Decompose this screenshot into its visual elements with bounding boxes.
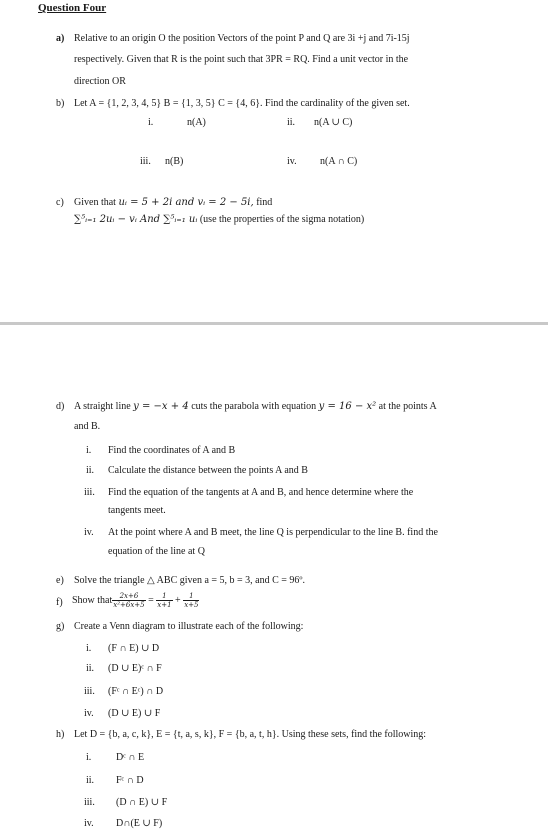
- qf-f1-num: 2x+6: [112, 592, 145, 601]
- qd-line2: and B.: [74, 421, 101, 432]
- qd-item-num: ii.: [86, 465, 95, 476]
- qh-item-num: ii.: [86, 775, 95, 786]
- qd-item-text: Calculate the distance between the points A and B: [108, 465, 308, 476]
- qd-text: A straight line: [74, 401, 134, 412]
- label-a: a): [56, 33, 65, 44]
- qa-line3: direction OR: [74, 76, 126, 87]
- label-e: e): [56, 575, 64, 586]
- qf-f1-den: x²+6x+5: [113, 601, 145, 609]
- qd-text: cuts the parabola with equation: [188, 401, 319, 412]
- qb-item-num: iv.: [287, 156, 297, 167]
- qb-item-text: n(A ∪ C): [314, 117, 353, 128]
- qb-item-num: iii.: [140, 156, 151, 167]
- qg-text: Create a Venn diagram to illustrate each of the following:: [74, 621, 304, 632]
- qf-fraction-3: [183, 592, 199, 609]
- qb-item-text: n(A ∩ C): [320, 156, 358, 167]
- qg-item-text: (D ∪ E)ᶜ ∩ F: [108, 663, 162, 674]
- label-g: g): [56, 621, 65, 632]
- qd-item-text: tangents meet.: [108, 505, 166, 516]
- question-title: Question Four: [38, 2, 107, 14]
- qa-line1: Relative to an origin O the position Vectors of the point P and Q are 3i +j and 7i-15j: [74, 33, 410, 44]
- qg-item-text: (D ∪ E) ∪ F: [108, 708, 161, 719]
- label-h: h): [56, 729, 65, 740]
- qd-text: at the points A: [376, 401, 437, 412]
- qh-item-text: Dᶜ ∩ E: [116, 752, 145, 763]
- qc-text-end: find: [253, 197, 273, 208]
- qd-item-num: iii.: [84, 487, 95, 498]
- qh-item-text: (D ∩ E) ∪ F: [116, 797, 168, 808]
- qe-text: Solve the triangle △ ABC given a = 5, b = 3, and C = 96º.: [74, 575, 306, 586]
- qd-item-text: Find the equation of the tangents at A and B, and hence determine where the: [108, 487, 414, 498]
- qg-item-text: (F ∩ E) ∪ D: [108, 643, 160, 654]
- qf-plus: +: [175, 595, 181, 606]
- qf-fraction-2: [156, 592, 172, 609]
- qh-item-text: Fᶜ ∩ D: [116, 775, 144, 786]
- qh-text: Let D = {b, a, c, k}, E = {t, a, s, k}, F = {b, a, t, h}. Using these sets, find the following:: [74, 729, 427, 740]
- qb-item-text: n(A): [187, 117, 206, 128]
- qb-item-text: n(B): [165, 156, 184, 167]
- qf-f2-den: x+1: [157, 601, 172, 609]
- qg-item-num: iv.: [84, 708, 94, 719]
- qb-item-num: i.: [148, 117, 154, 128]
- qd-math-parabola: y = 16 − x²: [318, 401, 377, 412]
- qa-line2: respectively. Given that R is the point such that 3PR = RQ. Find a unit vector in the: [74, 54, 409, 65]
- label-d: d): [56, 401, 65, 412]
- qd-item-num: iv.: [84, 527, 94, 538]
- qd-item-text: equation of the line at Q: [108, 546, 205, 557]
- qh-item-num: iii.: [84, 797, 95, 808]
- qd-item-text: At the point where A and B meet, the line Q is perpendicular to the line B. find the: [108, 527, 438, 538]
- qf-f3-num: 1: [183, 592, 199, 601]
- qc-math: uᵢ = 5 + 2i and vᵢ = 2 − 5i,: [118, 197, 254, 208]
- qc-sigma-math: ∑⁵ᵢ₌₁ 2uᵢ − vᵢ And ∑⁵ᵢ₌₁ uᵢ: [74, 214, 198, 225]
- qc-text: Given that: [74, 197, 119, 208]
- page-divider: [0, 322, 548, 325]
- qh-item-text: D∩(E ∪ F): [116, 818, 163, 829]
- label-c: c): [56, 197, 64, 208]
- qg-item-num: i.: [86, 643, 92, 654]
- qb-line1: Let A = {1, 2, 3, 4, 5} B = {1, 3, 5} C = {4, 6}. Find the cardinality of the given set.: [74, 98, 410, 109]
- qf-f2-num: 1: [156, 592, 172, 601]
- qc-line2-text: (use the properties of the sigma notation): [197, 214, 365, 225]
- qb-item-num: ii.: [287, 117, 296, 128]
- qh-item-num: i.: [86, 752, 92, 763]
- qg-item-num: ii.: [86, 663, 95, 674]
- label-f: f): [56, 597, 63, 608]
- qd-item-text: Find the coordinates of A and B: [108, 445, 236, 456]
- qf-fraction-1: [112, 592, 145, 609]
- qf-equals: =: [148, 595, 154, 606]
- qd-math-line: y = −x + 4: [133, 401, 189, 412]
- qf-f3-den: x+5: [184, 601, 199, 609]
- qg-item-num: iii.: [84, 686, 95, 697]
- qd-item-num: i.: [86, 445, 92, 456]
- label-b: b): [56, 98, 65, 109]
- qf-text: Show that: [72, 595, 113, 606]
- qh-item-num: iv.: [84, 818, 94, 829]
- qg-item-text: (Fᶜ ∩ Eᶜ) ∩ D: [108, 686, 164, 697]
